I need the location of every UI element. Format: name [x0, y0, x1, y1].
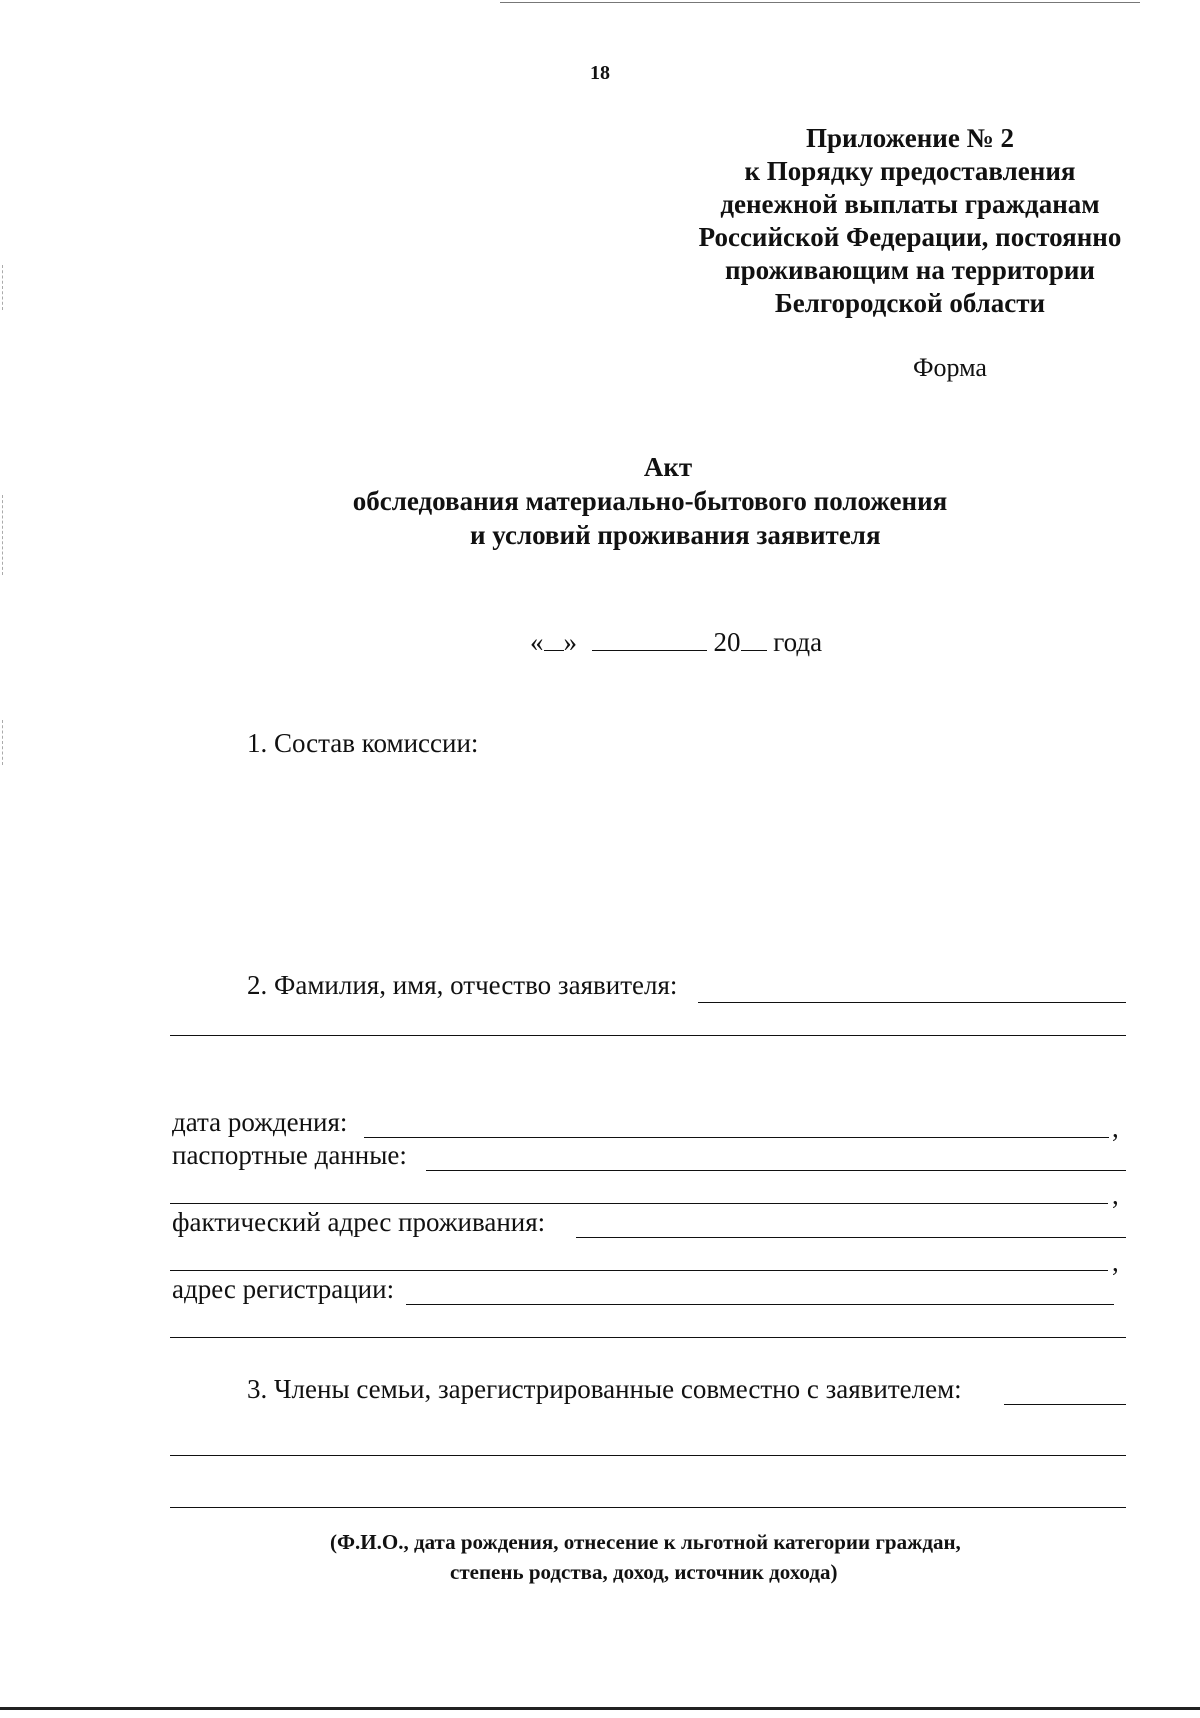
commission-label: 1. Состав комиссии: [247, 728, 479, 758]
scan-margin-mark [2, 265, 3, 310]
birth-date-label: дата рождения: [172, 1107, 348, 1137]
comma: , [1112, 1180, 1119, 1210]
passport-field[interactable] [426, 1170, 1126, 1171]
actual-address-label: фактический адрес проживания: [172, 1207, 546, 1237]
family-members-field-line[interactable] [170, 1507, 1126, 1508]
applicant-name-field-continued[interactable] [170, 1035, 1126, 1036]
registration-address-field[interactable] [406, 1304, 1114, 1305]
family-members-label: 3. Члены семьи, зарегистрированные совместно с заявителем: [247, 1374, 962, 1404]
appendix-line: Российской Федерации, постоянно [698, 222, 1122, 252]
appendix-line: денежной выплаты гражданам [720, 189, 1100, 219]
scan-margin-mark [2, 720, 3, 765]
appendix-line: проживающим на территории [725, 255, 1095, 285]
title-line: Акт [643, 452, 693, 482]
actual-address-field[interactable] [576, 1237, 1126, 1238]
year-prefix: 20 [713, 627, 741, 657]
appendix-line: к Порядку предоставления [744, 156, 1076, 186]
title-line: обследования материально-бытового положения [352, 486, 948, 516]
document-title [240, 450, 1060, 552]
registration-address-field-continued[interactable] [170, 1337, 1126, 1338]
passport-field-continued[interactable] [170, 1203, 1108, 1204]
applicant-name-label: 2. Фамилия, имя, отчество заявителя: [247, 970, 678, 1000]
family-members-field-line[interactable] [170, 1455, 1126, 1456]
applicant-name-field[interactable] [698, 1002, 1126, 1003]
note-line: (Ф.И.О., дата рождения, отнесение к льготной категории граждан, [330, 1530, 961, 1554]
family-members-field[interactable] [1004, 1404, 1126, 1405]
date-close-quote: » [563, 627, 577, 657]
scan-bottom-rule [0, 1707, 1200, 1710]
note-line: степень родства, доход, источник дохода) [450, 1560, 838, 1584]
birth-date-field[interactable] [364, 1137, 1109, 1138]
scan-margin-mark [2, 495, 3, 575]
scan-top-rule [500, 2, 1140, 3]
comma: , [1112, 1247, 1119, 1277]
appendix-line: Белгородской области [774, 288, 1046, 318]
title-line: и условий проживания заявителя [470, 520, 881, 550]
appendix-line: Приложение № 2 [806, 123, 1014, 153]
form-label: Форма [913, 353, 987, 382]
family-members-note [330, 1527, 1010, 1587]
year-suffix: года [773, 627, 823, 657]
date-open-quote: « [530, 627, 544, 657]
appendix-header [660, 122, 1160, 320]
month-blank-field[interactable] [592, 628, 707, 651]
page-number: 18 [590, 62, 610, 84]
day-blank-field[interactable] [544, 628, 564, 651]
year-blank-field[interactable] [741, 628, 767, 651]
date-line [530, 627, 822, 658]
passport-label: паспортные данные: [172, 1140, 407, 1170]
comma: , [1112, 1113, 1119, 1143]
actual-address-field-continued[interactable] [170, 1270, 1108, 1271]
registration-address-label: адрес регистрации: [172, 1274, 395, 1304]
